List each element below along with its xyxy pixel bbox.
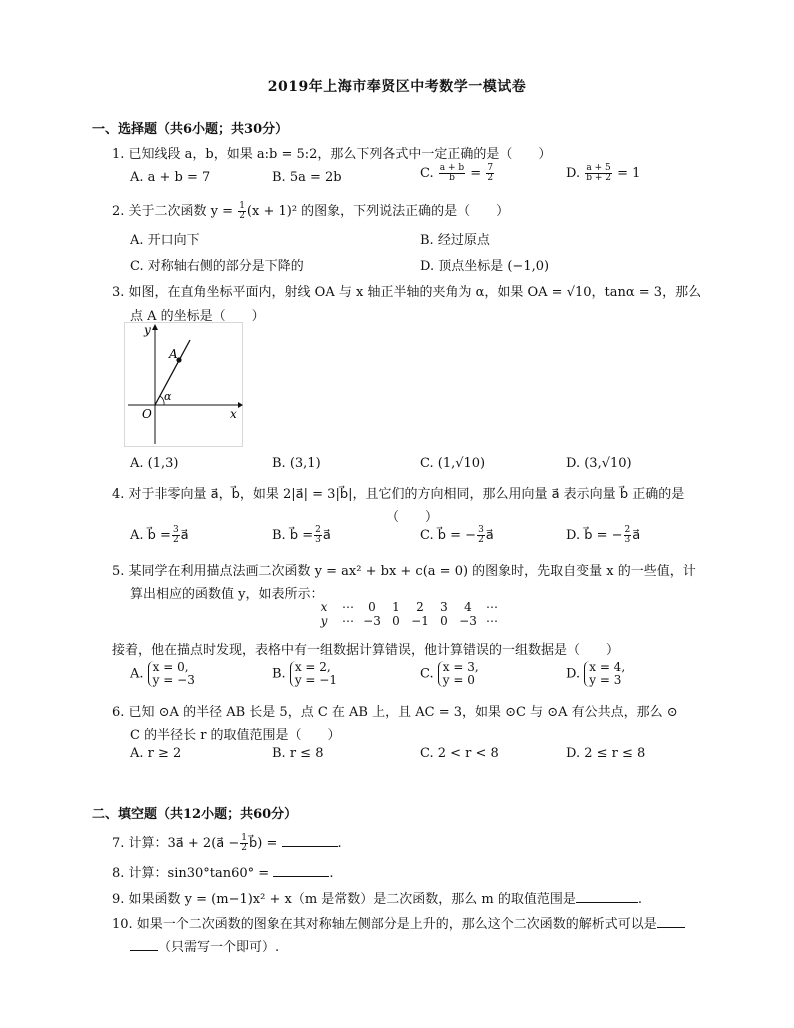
section-choice-heading: 一、选择题（共6小题；共30分） — [92, 122, 289, 137]
q6-option-d: D. 2 ≤ r ≤ 8 — [566, 746, 646, 761]
q9-answer-blank[interactable] — [576, 891, 638, 903]
q8-answer-blank[interactable] — [273, 865, 329, 877]
q10-stem-line1: 10. 如果一个二次函数的图象在其对称轴左侧部分是上升的，那么这个二次函数的解析式可以是 — [112, 913, 685, 932]
q3-option-b: B. (3,1) — [272, 456, 321, 471]
q6-option-a: A. r ≥ 2 — [130, 746, 182, 761]
q3-stem-line1: 3. 如图，在直角坐标平面内，射线 OA 与 x 轴正半轴的夹角为 α，如果 OA = √10，tanα = 3，那么 — [112, 285, 702, 300]
q5-option-c: C. x = 3, y = 0 — [420, 660, 479, 687]
q3-stem-line2: 点 A 的坐标是（ ） — [130, 309, 265, 324]
graph-label-o: O — [142, 407, 152, 421]
page-title: 2019年上海市奉贤区中考数学一模试卷 — [267, 79, 527, 95]
q4-option-a: A. b⃗ = $\frac{3}{2}$ a⃗ — [130, 525, 189, 545]
q3-option-d: D. (3,√10) — [566, 456, 632, 471]
graph-label-y: y — [144, 323, 151, 337]
q5-option-b: B. x = 2, y = −1 — [272, 660, 337, 687]
q5-stem-line1: 5. 某同学在利用描点法画二次函数 y = ax² + bx + c(a = 0) 的图象时，先取自变量 x 的一些值，计 — [112, 564, 696, 579]
table-row-y: y ⋯ −3 0 −1 0 −3 ⋯ — [320, 614, 498, 628]
q1-stem: 1. 已知线段 a，b，如果 a:b = 5:2，那么下列各式中一定正确的是（ ） — [112, 147, 552, 162]
q6-stem-line1: 6. 已知 ⊙A 的半径 AB 长是 5，点 C 在 AB 上，且 AC = 3，如果 ⊙C 与 ⊙A 有公共点，那么 ⊙ — [112, 705, 678, 720]
q10-answer-blank-part1[interactable] — [657, 916, 685, 928]
q7-stem: 7. 计算：3a⃗ + 2(a⃗ − $\frac{1}{2}$ b⃗) = . — [112, 833, 342, 853]
q5-option-a: A. x = 0, y = −3 — [130, 660, 195, 687]
q2-option-a: A. 开口向下 — [130, 233, 200, 248]
q3-option-a: A. (1,3) — [130, 456, 179, 471]
q10-stem-line2: （只需写一个即可）. — [130, 936, 279, 955]
graph-frame — [125, 323, 243, 447]
q4-stem-paren: （ ） — [386, 510, 439, 525]
q3-option-c: C. (1,√10) — [420, 456, 486, 471]
q6-option-c: C. 2 < r < 8 — [420, 746, 499, 761]
q8-stem: 8. 计算：sin30°tan60° = . — [112, 866, 334, 881]
q2-stem: 2. 关于二次函数 y = $\frac{1}{2}$ (x + 1)² 的图象，下列说法正确的是（ ） — [112, 201, 510, 221]
table-row-x: x ⋯ 0 1 2 3 4 ⋯ — [320, 600, 498, 614]
q2-option-d: D. 顶点坐标是 (−1,0) — [420, 259, 550, 274]
q4-option-d: D. b⃗ = − $\frac{2}{3}$ a⃗ — [566, 525, 641, 545]
q1-option-d: D. $\frac{a + 5}{b + 2}$ = 1 — [566, 163, 641, 183]
q4-stem: 4. 对于非零向量 a⃗，b⃗，如果 2|a⃗| = 3|b⃗|，且它们的方向相同，那么用向量 a⃗ 表示向量 b⃗ 正确的是 — [112, 487, 685, 502]
q6-option-b: B. r ≤ 8 — [272, 746, 324, 761]
q5-stem-line2: 算出相应的函数值 y，如表所示： — [130, 587, 324, 602]
q5-stem-line3: 接着，他在描点时发现，表格中有一组数据计算错误，他计算错误的一组数据是（ ） — [112, 643, 620, 658]
q2-option-c: C. 对称轴右侧的部分是下降的 — [130, 259, 304, 274]
q3-coordinate-graph — [124, 322, 244, 448]
q9-stem: 9. 如果函数 y = (m−1)x² + x（m 是常数）是二次函数，那么 m 的取值范围是 . — [112, 892, 643, 907]
q7-answer-blank[interactable] — [282, 835, 338, 847]
section-fill-heading: 二、填空题（共12小题；共60分） — [92, 807, 298, 822]
q10-answer-blank-part2[interactable] — [130, 939, 158, 951]
q1-option-a: A. a + b = 7 — [130, 170, 211, 185]
q4-option-b: B. b⃗ = $\frac{2}{3}$ a⃗ — [272, 525, 331, 545]
q4-option-c: C. b⃗ = − $\frac{3}{2}$ a⃗ — [420, 525, 494, 545]
q5-value-table — [312, 600, 504, 628]
y-axis-arrow — [152, 324, 158, 330]
q5-option-d: D. x = 4, y = 3 — [566, 660, 626, 687]
q6-stem-line2: C 的半径长 r 的取值范围是（ ） — [130, 728, 341, 743]
q1-option-c: C. $\frac{a + b}{b}$ = $\frac{7}{2}$ — [420, 163, 494, 183]
graph-label-x: x — [230, 407, 237, 421]
q1-option-b: B. 5a = 2b — [272, 170, 342, 185]
graph-label-alpha: α — [164, 390, 172, 403]
graph-label-a: A — [169, 347, 178, 361]
q2-option-b: B. 经过原点 — [420, 233, 490, 248]
